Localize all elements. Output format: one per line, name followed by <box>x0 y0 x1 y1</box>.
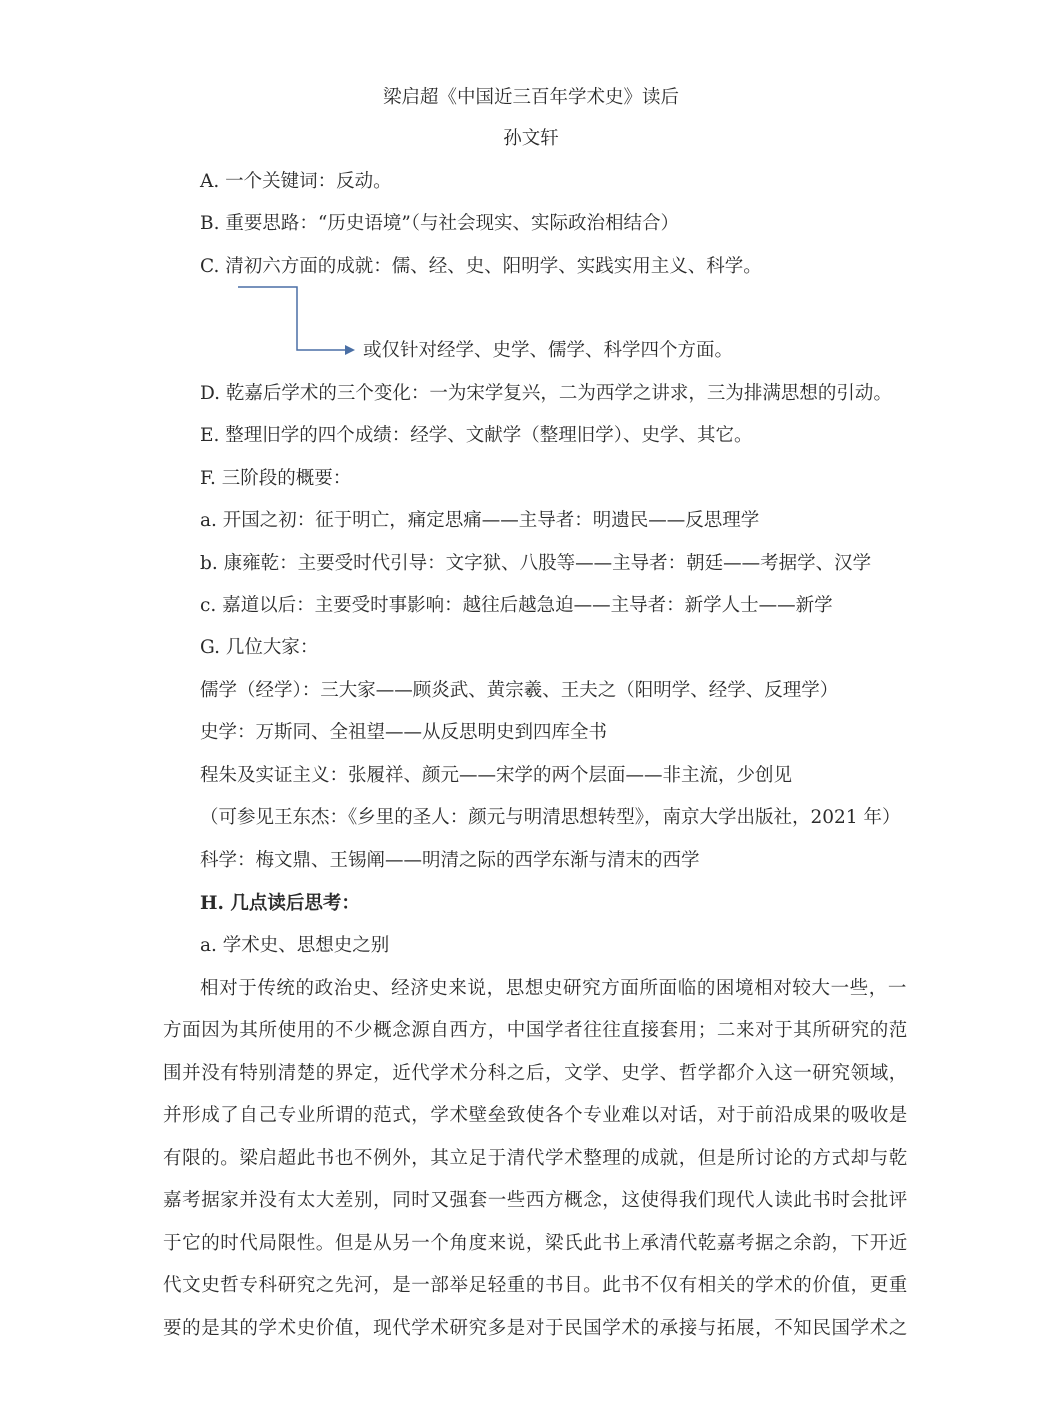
item-g-4: 科学：梅文鼎、王锡阐——明清之际的西学东渐与清末的西学 <box>200 850 700 871</box>
item-f-c: c. 嘉道以后：主要受时事影响：越往后越急迫——主导者：新学人士——新学 <box>200 595 833 616</box>
paragraph-line: 围并没有特别清楚的界定，近代学术分科之后，文学、史学、哲学都介入这一研究领域， <box>163 1063 908 1084</box>
item-h-heading: H. 几点读后思考： <box>200 893 360 914</box>
item-c-note: 或仅针对经学、史学、儒学、科学四个方面。 <box>363 340 734 361</box>
document-author: 孙文轩 <box>503 128 559 149</box>
item-a: A. 一个关键词：反动。 <box>200 171 392 192</box>
paragraph-line: 并形成了自己专业所谓的范式，学术壁垒致使各个专业难以对话，对于前沿成果的吸收是 <box>163 1105 908 1126</box>
item-c: C. 清初六方面的成就：儒、经、史、阳明学、实践实用主义、科学。 <box>200 256 762 277</box>
paragraph-line: 嘉考据家并没有太大差别，同时又强套一些西方概念，这使得我们现代人读此书时会批评 <box>163 1190 908 1211</box>
item-h-a: a. 学术史、思想史之别 <box>200 935 390 956</box>
item-g: G. 几位大家： <box>200 637 319 658</box>
item-g-2: 史学：万斯同、全祖望——从反思明史到四库全书 <box>200 722 608 743</box>
item-b: B. 重要思路：“历史语境”（与社会现实、实际政治相结合） <box>200 213 680 234</box>
document-title: 梁启超《中国近三百年学术史》读后 <box>382 87 679 108</box>
item-g-3-reference: （可参见王东杰：《乡里的圣人：颜元与明清思想转型》，南京大学出版社，2021 年） <box>200 807 901 828</box>
paragraph-line: 方面因为其所使用的不少概念源自西方，中国学者往往直接套用；二来对于其所研究的范 <box>163 1020 908 1041</box>
paragraph-line: 有限的。梁启超此书也不例外，其立足于清代学术整理的成就，但是所讨论的方式却与乾 <box>163 1148 908 1169</box>
item-e: E. 整理旧学的四个成绩：经学、文献学（整理旧学）、史学、其它。 <box>200 425 753 446</box>
item-f: F. 三阶段的概要： <box>200 468 352 489</box>
item-g-1: 儒学（经学）：三大家——顾炎武、黄宗羲、王夫之（阳明学、经学、反理学） <box>200 680 839 701</box>
item-f-b: b. 康雍乾：主要受时代引导：文字狱、八股等——主导者：朝廷——考据学、汉学 <box>200 553 872 574</box>
item-g-3: 程朱及实证主义：张履祥、颜元——宋学的两个层面——非主流，少创见 <box>200 765 793 786</box>
paragraph-line: 于它的时代局限性。但是从另一个角度来说，梁氏此书上承清代乾嘉考据之余韵，下开近 <box>163 1233 908 1254</box>
paragraph-line: 代文史哲专科研究之先河，是一部举足轻重的书目。此书不仅有相关的学术的价值，更重 <box>163 1275 908 1296</box>
paragraph-line: 要的是其的学术史价值，现代学术研究多是对于民国学术的承接与拓展，不知民国学术之 <box>163 1318 908 1339</box>
paragraph-line: 相对于传统的政治史、经济史来说，思想史研究方面所面临的困境相对较大一些，一 <box>200 978 907 999</box>
item-f-a: a. 开国之初：征于明亡，痛定思痛——主导者：明遗民——反思理学 <box>200 510 760 531</box>
item-d: D. 乾嘉后学术的三个变化：一为宋学复兴，二为西学之讲求，三为排满思想的引动。 <box>200 383 892 404</box>
